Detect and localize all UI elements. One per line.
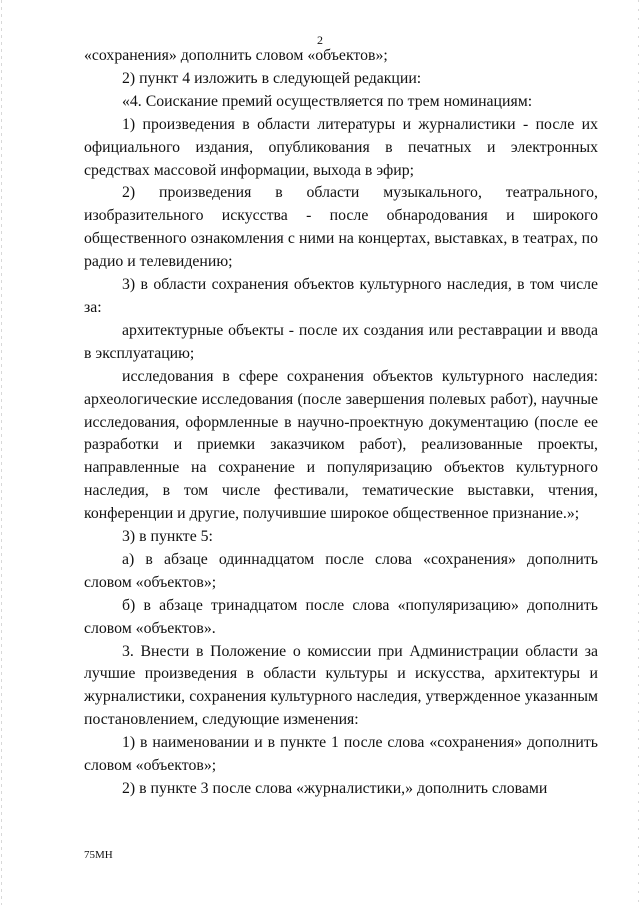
paragraph-change-2: 2) в пункте 3 после слова «журналистики,» дополнить словами bbox=[122, 780, 548, 797]
paragraph-item-2: 2) пункт 4 изложить в следующей редакции: bbox=[122, 69, 422, 87]
paragraph-continuation: «сохранения» дополнить словом «объектов»; bbox=[84, 47, 388, 64]
paragraph-change-1: 1) в наименовании и в пункте 1 после слова «сохранения» дополнить словом «объектов»; bbox=[84, 734, 598, 775]
scan-edge-right bbox=[638, 0, 639, 905]
document-body bbox=[84, 45, 598, 801]
page-number: 2 bbox=[317, 33, 323, 47]
paragraph-nomination-2: 2) произведения в области музыкального, театрального, изобразительного искусства - после обнародования и широкого общественного ознакомления с ними на концертах, выставках, в театрах, по радио и телевидению; bbox=[84, 184, 598, 271]
paragraph-nomination-3: 3) в области сохранения объектов культурного наследия, в том числе за: bbox=[84, 276, 598, 316]
paragraph-subitem-a: а) в абзаце одиннадцатом после слова «сохранения» дополнить словом «объектов»; bbox=[84, 550, 598, 591]
paragraph-architecture-objects: архитектурные объекты - после их создания или реставрации и ввода в эксплуатацию; bbox=[84, 321, 598, 362]
paragraph-subitem-b: б) в абзаце тринадцатом после слова «популяризацию» дополнить словом «объектов». bbox=[84, 596, 598, 637]
paragraph-section-4-intro: «4. Соискание премий осуществляется по трем номинациям: bbox=[122, 92, 533, 110]
paragraph-nomination-1: 1) произведения в области литературы и журналистики - после их официального издания, опубликования в печатных и электронных средствах массовой информации, выхода в эфир; bbox=[84, 115, 598, 179]
paragraph-section-3: 3. Внести в Положение о комиссии при Администрации области за лучшие произведения в области культуры и искусства, архитектуры и журналистики, сохранения культурного наследия, утвержденное указанным постановлением, следующие изменения: bbox=[84, 642, 598, 729]
paragraph-item-3-point-5: 3) в пункте 5: bbox=[122, 528, 213, 546]
scan-edge-left bbox=[1, 0, 2, 905]
footer-document-code: 75МН bbox=[84, 849, 113, 861]
paragraph-heritage-research: исследования в сфере сохранения объектов культурного наследия: археологические исследования (после завершения полевых работ), научные исследования, оформленные в научно-проектную документацию (после ее разработки и приемки заказчиком работ), реализованные проекты, направленные на сохранение и популяризацию объектов культурного наследия, в том числе фестивали, тематические выставки, чтения, конференции и другие, получившие широкое общественное признание.»; bbox=[84, 367, 598, 523]
